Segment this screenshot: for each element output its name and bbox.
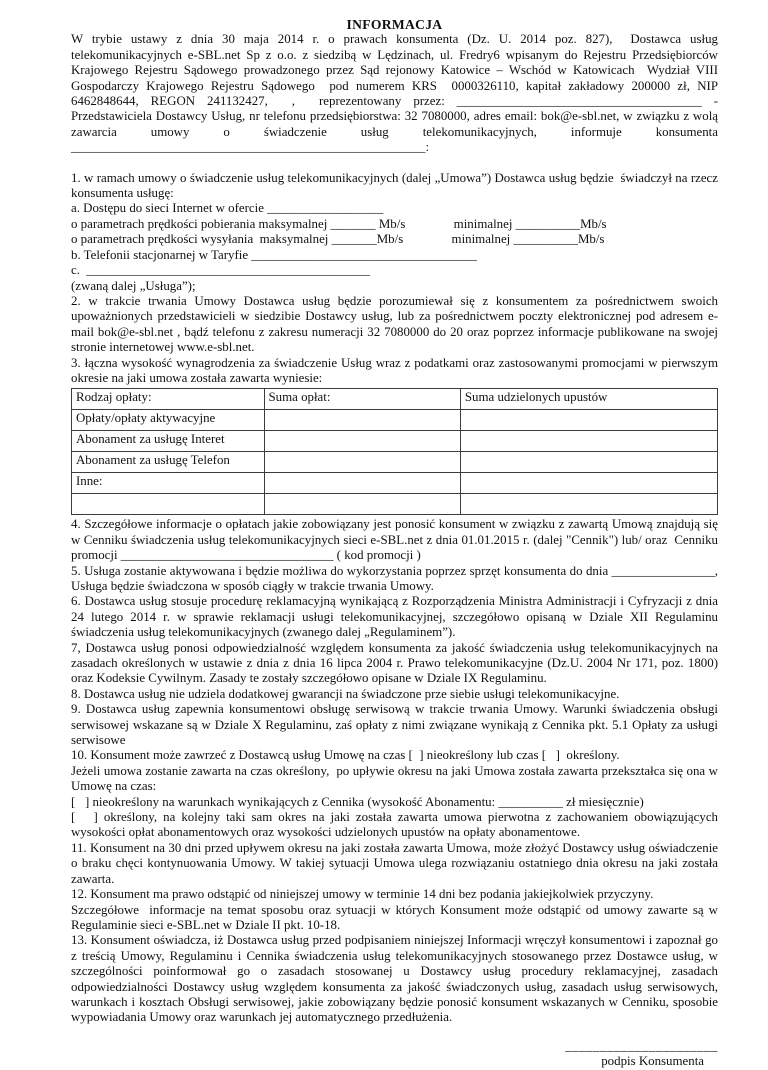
- signature-line: ______________________: [565, 1038, 718, 1053]
- table-row: [72, 431, 718, 452]
- paragraph-6: 6. Dostawca usług stosuje procedurę reklamacyjną wynikającą z Rozporządzenia Ministra Administracji i Cyfryzacji z dnia 24 lutego 2014 r. w sprawie reklamacji usługi telekomunikacyjnej, szczegółowo opisaną w Dziale XII Regulaminu świadczenia usług telekomunikacyjnych (zwanego dalej „Regulaminem”).: [71, 594, 718, 640]
- signature-label: podpis Konsumenta: [601, 1054, 704, 1069]
- fee-row-discount: [460, 452, 717, 473]
- section-1-heading: 1. w ramach umowy o świadczenie usług telekomunikacyjnych (dalej „Umowa”) Dostawca usług będzie świadczył na rzecz konsumenta usługę:: [71, 170, 718, 201]
- fee-row-discount: [460, 410, 717, 431]
- fee-row-discount: [460, 431, 717, 452]
- paragraph-12: 12. Konsument ma prawo odstąpić od niniejszej umowy w terminie 14 dni bez podania jakiejkolwiek przyczyny.: [71, 887, 654, 902]
- paragraph-4: 4. Szczegółowe informacje o opłatach jakie zobowiązany jest ponosić konsument w związku z zawartą Umową znajdują się w Cenniku świadczenia usług telekomunikacyjnych sieci e-SBL.net z dnia 01.01.2015 r. (dalej "Cennik") lub/ oraz Cenniku promocji _________________________________ ( kod promocji ): [71, 517, 718, 563]
- section-1-item-a: a. Dostępu do sieci Internet w ofercie __________________: [71, 201, 384, 216]
- fees-header-discounts: Suma udzielonych upustów: [460, 389, 717, 410]
- intro-paragraph: W trybie ustawy z dnia 30 maja 2014 r. o prawach konsumenta (Dz. U. 2014 poz. 827), Dostawca usług telekomunikacyjnych e-SBL.net Sp z o.o. z siedzibą w Lędzinach, ul. Fredry6 wpisanym do Rejestru Przedsiębiorców Krajowego Rejestru Sądowego prowadzonego przez Sąd rejonowy Katowice – Wschód w Katowicach Wydział VIII Gospodarczy Krajowego Rejestru Sądowego pod numerem KRS 0000326110, kapitał zakładowy 200000 zł, NIP 6462848644, REGON 241132427, , reprezentowany przez: ______________________________________ - Przedstawiciela Dostawcy Usług, nr telefonu przedsiębiorstwa: 32 7080000, adres email: bok@e-sbl.net, w związku z wolą zawarcia umowy o świadczenie usług telekomunikacyjnych, informuje konsumenta _______________________________________________________:: [71, 32, 718, 155]
- paragraph-10-option-indefinite: [ ] nieokreślony na warunkach wynikających z Cennika (wysokość Abonamentu: __________ zł miesięcznie): [71, 794, 644, 809]
- fee-row-label: Opłaty/opłaty aktywacyjne: [72, 410, 265, 431]
- fee-row-sum: [264, 431, 460, 452]
- section-1-alias: (zwaną dalej „Usługa”);: [71, 278, 196, 293]
- section-1-item-c: c. ____________________________________________: [71, 263, 370, 278]
- fees-header-type: Rodzaj opłaty:: [72, 389, 265, 410]
- section-1-upload-speeds: o parametrach prędkości wysyłania maksymalnej _______Mb/s minimalnej __________Mb/s: [71, 232, 605, 247]
- fee-row-sum: [264, 410, 460, 431]
- paragraph-10: 10. Konsument może zawrzeć z Dostawcą usług Umowę na czas [ ] nieokreślony lub czas [ ] określony.: [71, 748, 620, 763]
- paragraph-2: 2. w trakcie trwania Umowy Dostawca usług będzie porozumiewał się z konsumentem za pośrednictwem swoich upoważnionych przedstawicieli w siedzibie Dostawcy usług, lub za pośrednictwem poczty elektronicznej pod adresem e-mail bok@e-sbl.net , bądź telefonu z zakresu numeracji 32 7080000 do 20 oraz poprzez informacje publikowane na swojej stronie internetowej www.e-sbl.net.: [71, 293, 718, 355]
- table-row: [72, 473, 718, 494]
- paragraph-8: 8. Dostawca usług nie udziela dodatkowej gwarancji na świadczone prze siebie usługi telekomunikacyjne.: [71, 686, 620, 701]
- paragraph-5: 5. Usługa zostanie aktywowana i będzie możliwa do wykorzystania poprzez sprzęt konsumenta do dnia ________________, Usługa będzie świadczona w sposób ciągły w trakcie trwania Umowy.: [71, 563, 718, 593]
- paragraph-10-continuation: Jeżeli umowa zostanie zawarta na czas określony, po upływie okresu na jaki Umowa została zawarta przekształca się ona w Umowę na czas:: [71, 763, 718, 794]
- fee-row-label: Abonament za usługę Interet: [72, 431, 265, 452]
- document-title: INFORMACJA: [346, 17, 443, 32]
- signature-block: [71, 1039, 718, 1070]
- fee-row-discount: [460, 494, 717, 515]
- fee-row-sum: [264, 494, 460, 515]
- paragraph-3: 3. łączna wysokość wynagrodzenia za świadczenie Usług wraz z podatkami oraz zastosowanymi promocjami w pierwszym okresie na jaki umowa została zawarta wyniesie:: [71, 355, 718, 385]
- paragraph-10-option-definite: [ ] określony, na kolejny taki sam okres na jaki została zawarta umowa pierwotna z zachowaniem obowiązujących wysokości opłat abonamentowych oraz wysokości udzielonych upustów na opłaty abonamentowe.: [71, 810, 718, 840]
- table-row: [72, 410, 718, 431]
- paragraph-11: 11. Konsument na 30 dni przed upływem okresu na jaki została zawarta Umowa, może złożyć Dostawcy usług oświadczenie o braku chęci kontynuowania Umowy. W takiej sytuacji Umowa ulega rozwiązaniu ostatniego dnia okresu na jaki została zawarta.: [71, 840, 718, 886]
- spacer: [71, 156, 718, 171]
- table-row: [72, 452, 718, 473]
- paragraph-7: 7, Dostawca usług ponosi odpowiedzialność względem konsumenta za jakość świadczenia usług telekomunikacyjnych na zasadach określonych w ustawie z dnia z dnia 16 lipca 2004 r. Prawo telekomunikacyjne (Dz.U. 2004 Nr 171, poz. 1800) oraz Kodeksie Cywilnym. Zasady te zostały szczegółowo opisane w Dziale IX Regulaminu.: [71, 640, 718, 686]
- fees-header-sum: Suma opłat:: [264, 389, 460, 410]
- fee-row-sum: [264, 473, 460, 494]
- paragraph-13: 13. Konsument oświadcza, iż Dostawca usług przed podpisaniem niniejszej Informacji wręczył konsumentowi i zapoznał go z treścią Umowy, Regulaminu i Cennika świadczenia usług telekomunikacyjnych stosowanego przez Dostawce usług, w szczególności poinformował go o zasadach stosowanej u Dostawcy usług procedury reklamacyjnej, zasadach odpowiedzialności Dostawcy usług względem konsumenta za jakość świadczonych usług, zasadach usług serwisowych, warunkach i kosztach Obsługi serwisowej, jakie zobowiązany będzie ponosić konsument wskazanych w Cenniku, sposobie wypowiadania Umowy oraz warunkach jej automatycznego przedłużenia.: [71, 933, 718, 1025]
- fee-row-label: Inne:: [72, 473, 265, 494]
- fees-table-header-row: [72, 389, 718, 410]
- paragraph-12-detail: Szczegółowe informacje na temat sposobu oraz sytuacji w których Konsument może odstąpić od umowy zawarte są w Regulaminie sieci e-SBL.net w Dziale II pkt. 10-18.: [71, 902, 718, 932]
- fee-row-discount: [460, 473, 717, 494]
- fee-row-sum: [264, 452, 460, 473]
- fee-row-label: Abonament za usługę Telefon: [72, 452, 265, 473]
- section-1-download-speeds: o parametrach prędkości pobierania maksymalnej _______ Mb/s minimalnej __________Mb/s: [71, 216, 607, 231]
- paragraph-9: 9. Dostawca usług zapewnia konsumentowi obsługę serwisową w trakcie trwania Umowy. Warunki świadczenia obsługi serwisowej wskazane są w Dziale X Regulaminu, zaś opłaty z nimi związane wynikają z Cennika pkt. 5.1 Opłaty za usługi serwisowe: [71, 702, 718, 748]
- fee-row-label: [72, 494, 265, 515]
- section-1-item-b: b. Telefonii stacjonarnej w Taryfie ___________________________________: [71, 247, 477, 262]
- table-row: [72, 494, 718, 515]
- fees-table: [71, 388, 718, 515]
